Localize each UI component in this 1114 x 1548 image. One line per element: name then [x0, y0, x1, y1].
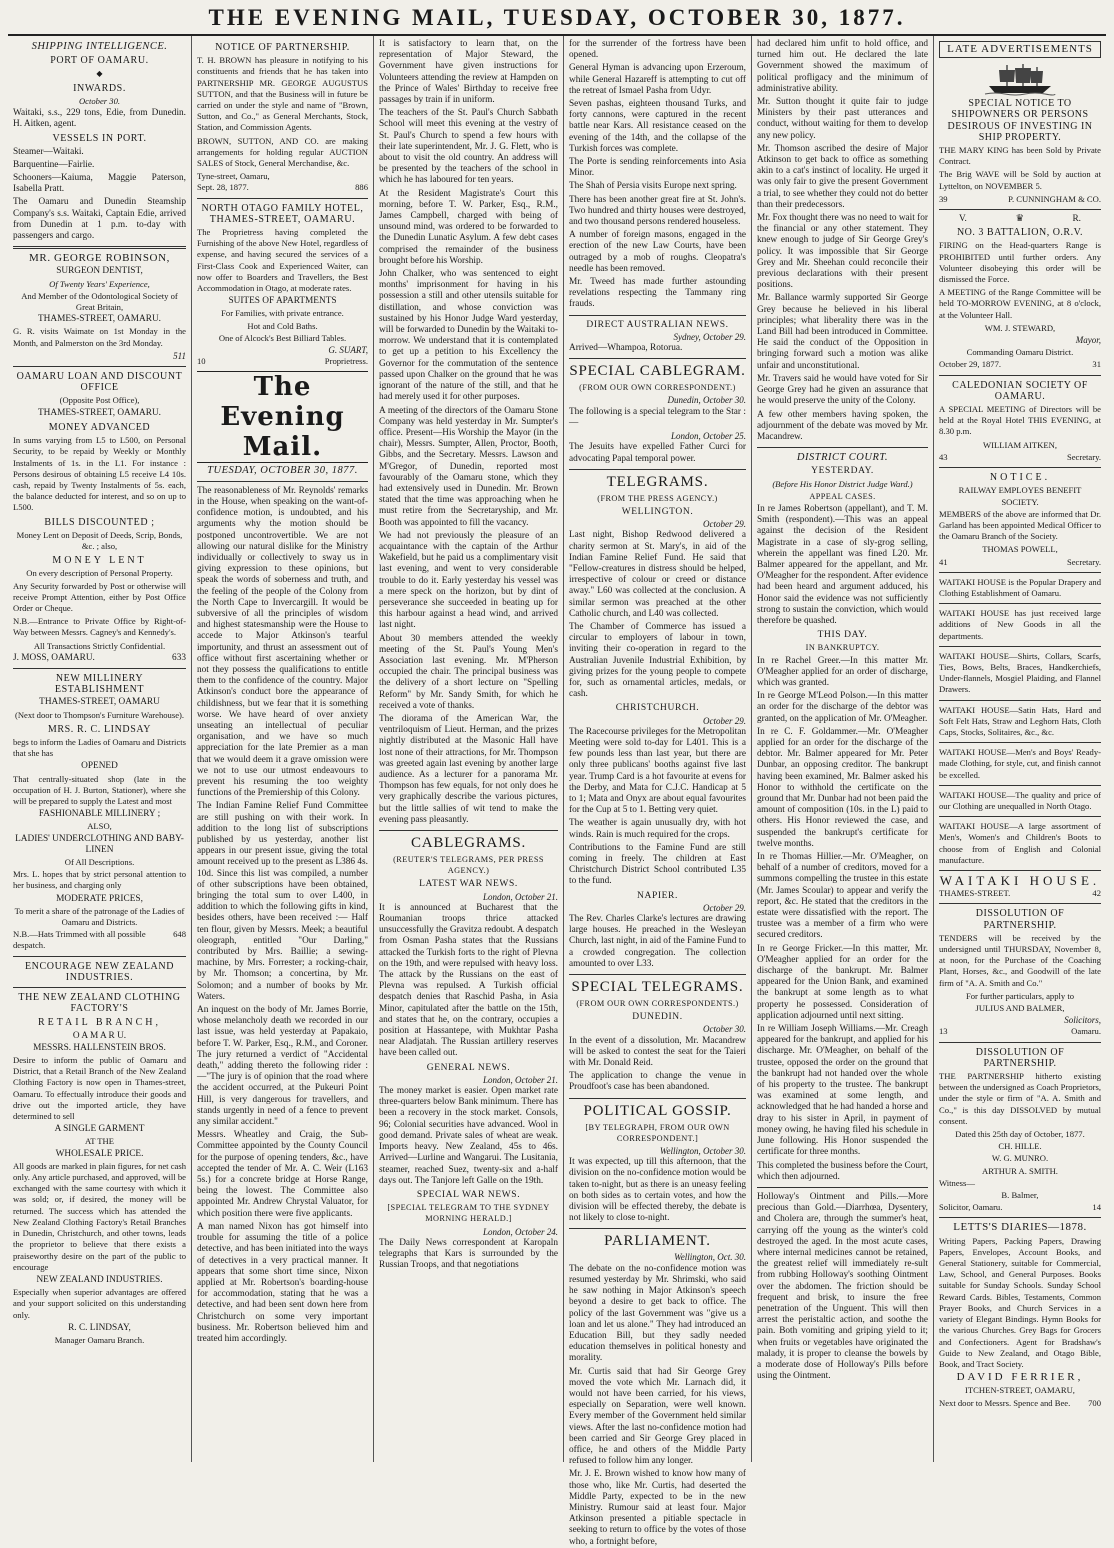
court-paragraph: In re Rachel Greer.—In this matter Mr. O'Meagher applied for an order of discharge, which was granted. [757, 655, 928, 688]
ad-heading: THE NEW ZEALAND CLOTHING FACTORY'S [18, 992, 181, 1015]
ad-line: Mayor, [1075, 335, 1101, 346]
ad-signature-name: THOMAS POWELL, [982, 544, 1058, 555]
divider [939, 572, 1101, 573]
news-paragraph: Last night, Bishop Redwood delivered a charity sermon at St. Mary's, in aid of the Indian Famine Relief Fund. He said that "Fellow-creatures in distress should be helped, irrespective of colour or creed or distance away." L60 was collected at the conclusion. A similar sermon was preached at the other Catholic church, and L40 was collected. [569, 530, 746, 619]
news-paragraph: The Jesuits have expelled Father Curci for advocating Papal temporal power. [569, 442, 746, 464]
ad-heading: NO. 3 BATTALION, O.R.V. [956, 227, 1084, 239]
ad-line: O A M A R U. [72, 1030, 127, 1041]
dateline: Wellington, Oct. 30. [674, 1252, 746, 1263]
issue-date: TUESDAY, OCTOBER 30, 1877. [207, 465, 358, 477]
ad-signature [939, 1398, 1101, 1409]
court-paragraph: In re Thomas Hillier.—Mr. O'Meagher, on behalf of a number of creditors, moved for a summons compelling the trustee in this estate (Mr. James Scoular) to appear and verify the report, &c. He stated that the creditors in the estate were dissatisfied with the report. The trustee was a member of a firm who were secured creditors. [757, 852, 928, 941]
news-paragraph: In the event of a dissolution, Mr. Macandrew will be asked to contest the seat for the Taieri with Mr. Donald Reid. [569, 1035, 746, 1069]
divider [569, 469, 746, 470]
ad-heading: MRS. R. C. LINDSAY [47, 723, 152, 735]
ad-signature [939, 194, 1101, 205]
ad-heading: MR. GEORGE ROBINSON, [29, 252, 170, 265]
ad-line: And Member of the Odontological Society of Great Britain, [21, 290, 178, 313]
ad-heading: MONEY ADVANCED [48, 421, 151, 433]
divider [939, 700, 1101, 701]
editorial-paragraph: The Indian Famine Relief Fund Committee are still pushing on with their work. In addition to the long list of subscriptions published by us yesterday, another list appears in our present issue, giving the total amount received up to the present as L386 4s. 10d. Since this list was compiled, a number of other subscriptions have been obtained, bringing the total sum to over L400, in addition to which the following gifts in kind, besides others, have been received :— Half ten flour, given by Messrs. Meek; a beautiful oleograph, entitled "Our Darling," contributed by Mrs. Baillie; a sewing-machine, by Mrs. Forrester; a rocking-chair, by Mr. Thomson; a concertina, by Mr. Solomon; and a number of books by Mr. Waters. [197, 801, 368, 1002]
ad-heading: NOTICE. [989, 472, 1051, 484]
sub-heading: DIRECT AUSTRALIAN NEWS. [586, 319, 729, 330]
ad-signature-name: DAVID FERRIER, [956, 1371, 1084, 1384]
ad-heading: DISSOLUTION OF PARTNERSHIP. [975, 908, 1065, 931]
divider [13, 366, 186, 367]
news-paragraph: A few other members having spoken, the adjournment of the debate was moved by Mr. Macandrew. [757, 409, 928, 442]
news-paragraph: The weather is again unusually dry, with hot winds. Rain is much required for the crops. [569, 818, 746, 840]
paragraph: FIRING on the Head-quarters Range is PROHIBITED until further orders. Any Volunteer disobeying this order will be dismissed the Force. [939, 240, 1101, 285]
ad-line: For further particulars, apply to [965, 990, 1075, 1001]
ad-signature-name: WILLIAM AITKEN, [983, 439, 1057, 450]
sub-heading: NAPIER. [637, 890, 678, 901]
ad-number: 886 [355, 182, 368, 193]
news-paragraph: General Hyman is advancing upon Erzeroum, while General Hazareff is attempting to cut off the retreat of Ismael Pasha from Udyr. [569, 63, 746, 96]
divider [197, 481, 368, 482]
ad-signature-name: W. G. MUNRO. [991, 1153, 1049, 1164]
news-paragraph: There has been another great fire at St. John's. Two hundred and thirty houses were destroyed, and two thousand persons rendered houseless. [569, 194, 746, 228]
divider [569, 1098, 746, 1099]
news-paragraph: for the surrender of the fortress have been opened. [569, 39, 746, 61]
ad-line: B. Balmer, [1001, 1190, 1039, 1201]
list-item: Steamer—Waitaki. [13, 146, 84, 157]
ad-signature [13, 929, 186, 951]
ad-heading: SPECIAL NOTICE TO SHIPOWNERS OR PERSONS DESIROUS OF INVESTING IN SHIP PROPERTY. [947, 98, 1093, 143]
court-paragraph: In re C. F. Goldammer.—Mr. O'Meagher applied for an order for the discharge of the debtor. Mr. Balmer appeared for Mr. Peter Dunbar, an opposing creditor. The bankrupt having been examined, Mr. Balmer asked his Honor to withhold the certificate on the ground that Mr. Dunbar had not been paid the amount of composition (10s. in the L) paid to others. His Honor reviewed the case, and suspended the bankrupt's certificate for twelve months. [757, 726, 928, 849]
list-item: Barquentine—Fairlie. [13, 159, 95, 170]
ad-number: 39 [939, 193, 948, 204]
news-paragraph: A number of foreign masons, engaged in the erection of the new Law Courts, have been outraged by a mob of roughs. Cleopatra's needle has been removed. [569, 230, 746, 274]
ad-number: 14 [1092, 1202, 1101, 1213]
ad-line: SURGEON DENTIST, [56, 266, 143, 277]
ad-line: Commanding Oamaru District. [966, 347, 1074, 358]
ad-paragraph: WAITAKI HOUSE has just received large additions of New Goods in all the departments. [939, 608, 1101, 641]
ad-heading: OAMARU LOAN AND DISCOUNT OFFICE [16, 371, 183, 394]
section-subheading: (REUTER'S TELEGRAMS, PER PRESS AGENCY.) [393, 855, 544, 876]
section-heading: SPECIAL TELEGRAMS. [571, 979, 744, 996]
paragraph: Mrs. L. hopes that by strict personal attention to her business, and charging only [13, 869, 186, 891]
ad-line: NEW ZEALAND INDUSTRIES. [36, 1274, 163, 1285]
crown-icon: ♛ [1015, 214, 1024, 225]
paragraph: begs to inform the Ladies of Oamaru and Districts that she has [13, 736, 186, 759]
paragraph: In sums varying from L5 to L500, on Personal Security, to be repaid by Weekly or Monthly Instalments of 1s. in the L1. For instance : Persons desirous of obtaining L5 receive L4 10s. cash, repaid by Twenty Instalments of 5s. each, the balance deducted for interest, and so on up to L500. [13, 435, 186, 513]
column-4 [564, 36, 752, 1547]
sub-heading: GENERAL NEWS. [426, 1062, 511, 1073]
ad-signature-name: WM. J. STEWARD, [984, 322, 1056, 333]
ad-heading: CALEDONIAN SOCIETY OF OAMARU. [952, 379, 1088, 402]
paragraph: The Proprietress having completed the Furnishing of the above New Hotel, regardless of expense, and having secured the services of a First-Class Cook and Experienced Waiter, can now offer to Boarders and Travellers, the Best Accommodation in Otago, at moderate rates. [197, 227, 368, 294]
ad-line: LADIES' UNDERCLOTHING AND BABY-LINEN [15, 833, 184, 855]
ad-signature-name: ARTHUR A. SMITH. [982, 1165, 1058, 1176]
ad-line: (Opposite Post Office), [59, 395, 140, 406]
divider [569, 315, 746, 316]
divider [757, 447, 928, 448]
section-subheading: IN BANKRUPTCY. [805, 643, 880, 653]
divider [569, 974, 746, 975]
ad-line: ALSO, [87, 821, 112, 832]
column-2 [192, 36, 374, 1462]
ad-paragraph: WAITAKI HOUSE—Satin Hats, Hard and Soft Felt Hats, Straw and Leghorn Hats, Cloth Caps, Stocks, Solitaires, &c., &c. [939, 704, 1101, 737]
news-paragraph: had declared him unfit to hold office, and turned him out. He declared the late Government showed the maximum of political profligacy and the minimum of administrative ability. [757, 39, 928, 94]
court-paragraph: In re William Joseph Williams.—Mr. Creagh appeared for the bankrupt, and applied for his discharge. Mr. O'Meagher, on behalf of the trustee, opposed the order on the ground that the bankrupt had not handed over the whole of his property to the trustee. The bankrupt was examined at some length, and acknowledged that he had handed a horse and dray to his sister in April, in payment of money owing, he having filed his schedule in June following. His Honor suspended the certificate for three months. [757, 1024, 928, 1158]
sub-heading: DUNEDIN. [632, 1012, 683, 1023]
ship-icon [985, 62, 1055, 96]
news-paragraph: The Porte is sending reinforcements into Asia Minor. [569, 157, 746, 179]
section-subheading: APPEAL CASES. [809, 491, 876, 501]
divider [939, 209, 1101, 210]
ad-line: AT THE [84, 1136, 115, 1147]
ad-signature [197, 356, 368, 367]
ad-line: On every description of Personal Property. [26, 568, 173, 579]
ad-line: For Families, with private entrance. [221, 308, 344, 319]
section-subheading: (FROM OUR OWN CORRESPONDENTS.) [576, 999, 739, 1009]
paragraph: THE PARTNERSHIP hitherto existing between the undersigned as Coach Proprietors, under the style or firm of "A. A. Smith and Co.," is this day DISSOLVED by mutual consent. [939, 1071, 1101, 1126]
paragraph: That centrally-situated shop (late in the occupation of H. J. Burton, Stationer), where she will be prepared to supply the Latest and most [13, 773, 186, 806]
ad-line: Witness— [939, 1177, 975, 1188]
section-subheading: [BY TELEGRAPH, FROM OUR OWN CORRESPONDENT.] [585, 1122, 730, 1143]
divider [13, 668, 186, 669]
page-masthead: THE EVENING MAIL, TUESDAY, OCTOBER 30, 1877. [8, 4, 1106, 36]
ornament: ◆ [96, 69, 103, 79]
paragraph: G. R. visits Waimate on 1st Monday in the Month, and Palmerston on the 3rd Monday. [13, 326, 186, 348]
columns [8, 36, 1106, 1547]
divider [939, 603, 1101, 604]
column-1 [8, 36, 192, 1462]
ad-heading: DISSOLUTION OF PARTNERSHIP. [975, 1046, 1065, 1069]
ad-signature-name: P. CUNNINGHAM & CO. [1008, 193, 1101, 204]
court-paragraph: In re George M'Leod Polson.—In this matter an order for the discharge of the debtor was granted, on the application of Mr. O'Meagher. [757, 691, 928, 724]
ad-paragraph: WAITAKI HOUSE—The quality and price of our Clothing are unequalled in North Otago. [939, 789, 1101, 811]
ad-line: All Transactions Strictly Confidential. [33, 640, 166, 651]
ad-heading: LETTS'S DIARIES—1878. [953, 1221, 1087, 1234]
news-paragraph: It is announced at Bucharest that the Roumanian troops thrice attacked unsuccessfully the Gravitza redoubt. A despatch from Osman Pasha states that the Russians attacked the Turkish forts to the right of Plevna on the 19th, and were repulsed with heavy loss. The attack by the Russians on the east of Plevna was repulsed. A Turkish official despatch denies that Raschid Pasha, in Asia Minor, capitulated after the battle on the 15th, and states that he, on the contrary, occupies a position at Hassantepe, with Mukhtar Pasha near Aladjatah. The Russian artillery reserves have been called out. [379, 902, 558, 1059]
divider [939, 1042, 1101, 1043]
ad-signature-name: JULIUS AND BALMER, [975, 1003, 1065, 1014]
royal-cipher [939, 214, 1101, 225]
section-subheading: (FROM OUR OWN CORRESPONDENT.) [579, 383, 736, 393]
ad-line: Hot and Cold Baths. [247, 320, 318, 331]
ad-heading: NORTH OTAGO FAMILY HOTEL, THAMES-STREET, OAMARU. [201, 202, 364, 225]
ad-heading: RETAIL BRANCH, [37, 1017, 162, 1029]
ad-line: R. C. LINDSAY, [68, 1322, 131, 1333]
ad-line: Next door to Messrs. Spence and Bee. [939, 1397, 1071, 1408]
sub-heading: SPECIAL WAR NEWS. [416, 1189, 521, 1200]
divider [939, 816, 1101, 817]
ad-signature [939, 1026, 1101, 1037]
ad-line: SUITES OF APARTMENTS [228, 296, 337, 307]
ad-line: FASHIONABLE MILLINERY ; [38, 809, 161, 820]
ad-signature-name: CH. HILLE. [998, 1141, 1042, 1152]
ad-signature [197, 182, 368, 193]
news-paragraph: John Chalker, who was sentenced to eight months' imprisonment for having in his possession a still and other utensils suitable for distillation, and whose conviction was sustained by his Honor Judge Ward yesterday, will be forwarded to Dunedin by the Waitaki to-morrow. We understand that it is contemplated to get up a petition to his Excellency the Governor for the commutation of the sentence passed upon Chalker on the ground that he was ignorant of the nature of the still, and that he had merely used it for other purposes. [379, 269, 558, 403]
ad-signature-name: G. SUART, [328, 345, 368, 356]
heading: VESSELS IN PORT. [52, 133, 147, 145]
divider [939, 467, 1101, 468]
news-paragraph: The following is a special telegram to the Star :— [569, 406, 746, 428]
dateline: London, October 21. [483, 891, 558, 902]
ad-line: N.B.—Hats Trimmed with all possible despatch. [13, 929, 146, 951]
ad-line: Secretary. [1066, 556, 1101, 567]
paragraph: THE MARY KING has been Sold by Private Contract. [939, 145, 1101, 167]
ad-heading: BILLS DISCOUNTED ; [44, 516, 155, 528]
ad-heading: ENCOURAGE NEW ZEALAND INDUSTRIES. [24, 960, 175, 983]
ad-line: Of Twenty Years' Experience, [49, 278, 150, 289]
section-subheading: (FROM THE PRESS AGENCY.) [597, 493, 718, 503]
editorial-paragraph: Messrs. Wheatley and Craig, the Sub-Committee appointed by the County Council for the purpose of opening tenders, &c., have accepted the tender of Mr. A. C. Weir (L163 5s.) for a concrete bridge at Horse Range, being the lowest. The Committee also appointed Mr. Andrew Chrystal Valuator, for which position there were five applicants. [197, 1130, 368, 1219]
divider [757, 1187, 928, 1188]
news-paragraph: Mr. Tweed has made further astounding revelations respecting the Tammany ring frauds. [569, 277, 746, 310]
divider [939, 903, 1101, 904]
paragraph: TENDERS will be received by the undersigned until THURSDAY, November 8, at noon, for the Purchase of the Coaching Plant, Horses, &c., and Goodwill of the late firm of "A. A. Smith and Co." [939, 932, 1101, 988]
ad-signature [13, 653, 186, 664]
news-paragraph: Contributions to the Famine Fund are still coming in freely. The children at East Christchurch District School contributed L35 to the fund. [569, 842, 746, 887]
ad-line: OPENED [81, 761, 118, 772]
paragraph: Especially when superior advantages are offered and your support solicited on this understanding only. [13, 1287, 186, 1320]
ad-line: Dated this 25th day of October, 1877. [955, 1129, 1085, 1140]
column-3 [374, 36, 564, 1462]
divider [13, 956, 186, 957]
news-paragraph: The Rev. Charles Clarke's lectures are drawing large houses. He preached in the Wesleyan Church, last night, in aid of the Famine Fund to a crowded congregation. The collection amounted to over L33. [569, 914, 746, 969]
section-heading: TELEGRAMS. [606, 473, 709, 490]
ad-line: Solicitor, Oamaru. [939, 1202, 1003, 1213]
editorial-paragraph: An inquest on the body of Mr. James Borrie, whose melancholy death we recorded in our last issue, was held yesterday at Papakaio, before T. W. Parker, Esq., R.M., and Coroner. The jury returned a verdict of "Accidental death," adding thereto the following rider :—"The jury is of opinion that the road where the accident occurred, at the Pukeuri Point Hill, is very dangerous for travellers, and stands urgently in need of a fence to prevent any similar accident." [197, 1005, 368, 1128]
divider [197, 198, 368, 199]
news-paragraph: It was expected, up till this afternoon, that the division on the no-confidence motion would be taken to-night, but as there is an uneasy feeling on both sides as to certain votes, and how the division will be effected thereby, the debate is not likely to close to-night. [569, 1157, 746, 1224]
divider [939, 1217, 1101, 1218]
news-paragraph: It is satisfactory to learn that, on the representation of Major Steward, the Government have given instructions for Volunteers attending the review at Hampden on the Prince of Wales' Birthday to receive free passages by train if in uniform. [379, 39, 558, 106]
news-paragraph: The Chamber of Commerce has issued a circular to employers of labour in town, inviting their co-operation in regard to the Australian Juvenile Industrial Exhibition, by giving prizes for the young people to compete for, such as ornamental articles, medals, or cash. [569, 621, 746, 700]
dateline: October 30. [78, 95, 121, 106]
ad-signature [939, 1202, 1101, 1213]
section-heading: DISTRICT COURT. [796, 452, 889, 464]
dateline: Dunedin, October 30. [667, 395, 746, 406]
paragraph: A MEETING of the Range Committee will be held TO-MORROW EVENING, at 8 o'clock, at the Volunteer Hall. [939, 287, 1101, 320]
ad-paragraph: WAITAKI HOUSE is the Popular Drapery and Clothing Establishment of Oamaru. [939, 576, 1101, 598]
news-paragraph: The Racecourse privileges for the Metropolitan Meeting were sold to-day for L401. This is a few pounds less than last year, but there are only three publicans' booths against five last year. Trump Card is a hot favourite at evens for the Derby, and Mata for C.J.C. Handicap at 5 to 1; Mata and Onyx are about equal favourites for the Cup at 5 to 1. Betting very quiet. [569, 726, 746, 816]
ad-line: Secretary. [1066, 451, 1101, 462]
ad-number: 633 [172, 652, 186, 663]
news-paragraph: At the Resident Magistrate's Court this morning, before T. W. Parker, Esq., R.M., James Campbell, charged with being of unsound mind, was ordered to be forwarded to the Dunedin Lunatic Asylum. A few debt cases comprised the remainder of the business brought before his Worship. [379, 188, 558, 266]
sub-heading: YESTERDAY. [811, 466, 874, 477]
dateline: London, October 25. [671, 431, 746, 442]
ad-signature-name: J. MOSS, OAMARU. [13, 652, 95, 663]
news-paragraph: Mr. Travers said he would have voted for Sir George Grey had he given an assurance that he would preserve the unity of the Colony. [757, 373, 928, 407]
news-paragraph: Mr. Curtis said that had Sir George Grey moved the vote which Mr. Larnach did, it would not have been carried, for his views, especially on Separation, were well known. Every member of the Government held similar views. After the last no-confidence motion had been carried and Sir George Grey placed in office, he and others of the Middle Party refused to follow him any longer. [569, 1366, 746, 1467]
sub-heading: THIS DAY. [817, 630, 868, 641]
column-6 [934, 36, 1106, 1462]
heading: INWARDS. [73, 82, 126, 94]
ad-signature [939, 452, 1101, 463]
paragraph: The Brig WAVE will be Sold by auction at Lyttelton, on NOVEMBER 5. [939, 169, 1101, 191]
ad-signature [939, 557, 1101, 568]
ad-line: A SINGLE GARMENT [54, 1124, 145, 1135]
paragraph: Writing Papers, Packing Papers, Drawing Papers, Envelopes, Account Books, and General Stationery, suitable for Commercial, Law, School, and General Purposes. Books suitable for Sunday Schools. Sunday School Reward Cards. Bibles, Testaments, Common Prayer Books, and Church Services in a variety of Elegant Bindings. Hymn Books for the various Churches. Grey Bags for Grocers and Confectioners. Agent for Bradshaw's Guide to New Zealand, and Otago Bible, Book, and Tract Society. [939, 1235, 1101, 1369]
ad-paragraph: WAITAKI HOUSE—A large assortment of Men's, Women's and Children's Boots to choose from of English and Colonial manufacture. [939, 821, 1101, 865]
ad-number: 42 [1092, 888, 1101, 899]
heading: PORT OF OAMARU. [50, 55, 149, 67]
sub-heading: WELLINGTON. [621, 506, 694, 517]
court-paragraph: In re James Robertson (appellant), and T. M. Smith (respondent).—This was an appeal against the decision of the Resident Magistrate in a case of sly-grog selling, wherein the appellant was fined L20. Mr. Balmer appeared for the appellant, and Mr. O'Meagher for the respondent. After evidence had been heard and argument adduced, his Honor said the evidence was not sufficiently strong to sustain the conviction, which would therefore be quashed. [757, 503, 928, 626]
paragraph: MEMBERS of the above are informed that Dr. Garland has been appointed Medical Officer to the Oamaru Branch of the Society. [939, 508, 1101, 542]
dateline: London, October 21. [483, 1074, 558, 1085]
divider [939, 870, 1101, 871]
late-ads-banner: LATE ADVERTISEMENTS [939, 41, 1101, 58]
news-paragraph: Mr. J. E. Brown wished to know how many of those who, like Mr. Curtis, had deserted the Middle Party, expected to be in the new Ministry. Rumour said at least four. Major Atkinson presented a pitiable spectacle in seeking to return to office by the votes of those who, a fortnight before, [569, 1469, 746, 1547]
editorial-paragraph: The reasonableness of Mr. Reynolds' remarks in the House, when speaking on the want-of-confidence motion, is undoubted, and his arguments why the motion should be postponed uncontrovertible. We are not allowing our natural dislike for the Ministry individually or collectively to sway us in giving expression to these opinions, but speak the words of soberness and truth, and the feeling of the people of the Colony from the North Cape to Invercargill. It would be subversive of all the principles of wisdom and highest statesmanship were the House to accede to Major Atkinson's tearful importunity, and thrust an assessment out of office without first ascertaining whether or not they possess the qualifications to entitle them to the confidence of the country. Major Atkinson's conduct bore the appearance of childishness, but we fear that it is something worse. We have heard of over anxiety unseating an intellectual of peculiar organisation, and we have so much appreciation for the late Premier as a man that we would deem it a grave omission were we not to use our utmost endeavours to prevent his resuming the too weighty functions of the Premiership of this Colony. [197, 485, 368, 799]
ad-heading: NEW MILLINERY ESTABLISHMENT [54, 672, 145, 696]
cipher-right: R. [1072, 214, 1081, 225]
news-paragraph: Mr. Ballance warmly supported Sir George Grey because he believed in his liberal principles; what liberality there was in the Land Bill had been introduced in Committee. He said the conduct of the Opposition in bringing forward such a motion was alike unfair and unconstitutional. [757, 293, 928, 371]
sub-heading: LATEST WAR NEWS. [419, 879, 518, 890]
ad-paragraph: WAITAKI HOUSE—Men's and Boys' Ready-made Clothing, for style, cut, and finish cannot be excelled. [939, 747, 1101, 780]
divider [13, 987, 186, 988]
section-subheading: [SPECIAL TELEGRAM TO THE SYDNEY MORNING HERALD.] [387, 1203, 550, 1224]
ad-line: ITCHEN-STREET, OAMARU, [965, 1385, 1075, 1396]
court-paragraph: This completed the business before the Court, which then adjourned. [757, 1160, 928, 1182]
section-title: SHIPPING INTELLIGENCE. [31, 41, 168, 52]
sub-heading: CHRISTCHURCH. [615, 703, 700, 714]
ad-heading: WAITAKI HOUSE. [939, 872, 1101, 888]
ad-line: Manager Oamaru Branch. [54, 1334, 145, 1345]
ad-line: WHOLESALE PRICE. [55, 1148, 144, 1159]
news-paragraph: Mr. Fox thought there was no need to wait for the financial or any other statement. They knew enough to judge of Sir George Grey's policy. It was impossible that Sir George Grey and Mr. Sheehan could reconcile their previous declarations with their present positions. [757, 213, 928, 291]
news-paragraph: The application to change the venue in Proudfoot's case has been abandoned. [569, 1071, 746, 1093]
paragraph: Desire to inform the public of Oamaru and District, that a Retail Branch of the New Zealand Clothing Factory is now open in Thames-street, Oamaru. To effectually introduce their goods and drive out the imported article, they have determined to sell [13, 1055, 186, 1122]
paragraph: All goods are marked in plain figures, for net cash only. Any article purchased, and approved, will be exchanged with the same courtesy with which it was sold; or, if desired, the money will be returned. The success which has attended the New Zealand Clothing Factory's Retail Branches in Dunedin, Christchurch, and other towns, leads the proprietor to believe that there exists a praiseworthy desire on the part of the public to encourage [13, 1160, 186, 1272]
news-paragraph: The diorama of the American War, the ventriloquism of Lieut. Herman, and the prizes nightly distributed at the Masonic Hall have lost none of their attractions, for Mr. Thompson was greeted again last evening by another large audience. As a lecturer for a panorama Mr. Thompson has few equals, for not only does he very graphically describe the various pictures, but the little sallies of wit tend to make the evening pass pleasantly. [379, 713, 558, 825]
news-paragraph: The money market is easier. Open market rate three-quarters below Bank minimum. There has been a recovery in the stock market. Consols, 96; Colonial securities have advanced. Wool in good demand. Private sales of wheat are weak. Imports heavy. New Zealand, 45s to 46s. Arrived—Lurline and Wangarui. The Lusitania, steamer, reached Suez, twenty-six and a-half days out. The Tanjore left Galle on the 19th. [379, 1086, 558, 1186]
ad-signature [939, 359, 1101, 370]
ad-line: (Next door to Thompson's Furniture Warehouse). [14, 709, 185, 720]
list-item: Schooners—Kaiuma, Maggie Paterson, Isabella Pratt. [13, 173, 186, 195]
paragraph: T. H. BROWN has pleasure in notifying to his constituents and friends that he has taken into PARTNERSHIP MR. GEORGE AUGUSTUS SUTTON, and that the Business will in future be carried on under the style and name of "Brown, Sutton, and Co.," as General Merchants, Stock, Station, and Commission Agents. [197, 55, 368, 133]
news-paragraph: A meeting of the directors of the Oamaru Stone Company was held yesterday in Mr. Sumpter's office. Present—His Worship the Mayor (in the chair), Messrs. Sumpter, Allen, Proctor, Booth, Gibbs, and the Secretary. Messrs. Lawson and M'Gregor, of Dunedin, reported most favourably of the Oamaru stone, which they had extensively used in Dunedin. Mr. Brown stated that the time was approaching when he must retire from the Secretaryship, and Mr. Booth was appointed to fill the vacancy. [379, 405, 558, 528]
ad-line: Proprietress. [324, 356, 368, 367]
divider [939, 375, 1101, 376]
ad-number: 648 [173, 929, 186, 940]
divider [939, 742, 1101, 743]
advertorial-paragraph: Holloway's Ointment and Pills.—More precious than Gold.—Diarrhœa, Dysentery, and Cholera are, through the summer's heat, carrying off the young as the winter's cold destroyed the aged. In the most acute cases, where internal medicines cannot be retained, the greatest relief will immediately re-sult from rubbing Holloway's soothing Ointment over the abdomen. The friction should be frequent and brisk, to insure the free penetration of the Unguent. This will then arrest the peristaltic action, and soothe the pain. Both vomiting and griping yield to it; when fruits or vegetables have originated the malady, it is proper to cleanse the bowels by a moderate dose of Holloway's Pills before using the Ointment. [757, 1191, 928, 1382]
section-heading: CABLEGRAMS. [410, 835, 527, 852]
section-heading: POLITICAL GOSSIP. [583, 1102, 732, 1119]
section-heading: PARLIAMENT. [604, 1233, 711, 1250]
editorial-paragraph: A man named Nixon has got himself into trouble for assuming the title of a police detective, and has been initiated into the ways of detectives in a very practical manner. It appears that some short time since, Nixon applied at Mr. Robertson's boarding-house for accommodation, stating that he was a detective, and had been sent down here from Christchurch on some very important business. Mr. Robertson believed him and treated him accordingly. [197, 1221, 368, 1344]
divider [379, 830, 558, 831]
ad-heading: MONEY LENT [52, 555, 147, 567]
ad-number: 700 [1088, 1397, 1101, 1408]
section-heading: SPECIAL CABLEGRAM. [569, 363, 746, 380]
section-subheading: (Before His Honor District Judge Ward.) [772, 478, 913, 489]
ad-number: 43 [939, 451, 948, 462]
ad-line: MESSRS. HALLENSTEIN BROS. [33, 1042, 166, 1053]
news-paragraph: The Daily News correspondent at Karopaln telegraphs that Kars is surrounded by the Russian Troops, and that negotiations [379, 1237, 558, 1271]
paragraph: A SPECIAL MEETING of Directors will be held at the Royal Hotel THIS EVENING, at 8.30 p.m. [939, 404, 1101, 437]
divider [939, 646, 1101, 647]
ad-line: THAMES-STREET, OAMARU. [37, 407, 161, 418]
paragraph: BROWN, SUTTON, AND CO. are making arrangements for holding regular AUCTION SALES of Stock, General Merchandise, &c. [197, 135, 368, 169]
column-5 [752, 36, 934, 1462]
paragraph: N.B.—Entrance to Private Office by Right-of-Way between Messrs. Cagney's and Kennedy's. [13, 616, 186, 638]
ad-line: Oamaru. [1071, 1026, 1101, 1037]
divider [569, 1228, 746, 1229]
news-paragraph: Seven pashas, eighteen thousand Turks, and forty cannons, were captured in the recent battle near Kars. All resistance ceased on the evening of the 14th, and the collapse of the Turkish forces was complete. [569, 99, 746, 154]
ad-line: MODERATE PRICES, [56, 893, 143, 904]
ad-paragraph: WAITAKI HOUSE—Shirts, Collars, Scarfs, Ties, Bows, Belts, Braces, Handkerchiefs, Under-flannels, Mosgiel Plaiding, and Flannel Drawers. [939, 650, 1101, 695]
dateline: Sydney, October 29. [673, 331, 746, 342]
paper-nameplate: The Evening Mail. [197, 371, 368, 463]
divider [939, 785, 1101, 786]
divider [569, 358, 746, 359]
news-paragraph: About 30 members attended the weekly meeting of the St. Paul's Young Men's Association last evening. Mr. M'Pherson occupied the chair. The principal business was the delivery of a short lecture on "Spelling Reform" by Mr. Sandy Smith, for which he received a vote of thanks. [379, 633, 558, 711]
ad-number: 41 [939, 556, 948, 567]
ad-number: 511 [173, 350, 186, 361]
news-paragraph: The Shah of Persia visits Europe next spring. [569, 181, 737, 192]
ad-heading: NOTICE OF PARTNERSHIP. [215, 42, 350, 53]
news-paragraph: Arrived—Whampoa, Rotorua. [569, 343, 683, 354]
ad-line: RAILWAY EMPLOYES BENEFIT SOCIETY. [958, 485, 1082, 507]
news-paragraph: The teachers of the St. Paul's Church Sabbath School will meet this evening at the vestry of St. Paul's Church to spend a few hours with their late superintendent, Mr. J. G. Flett, who is about to visit the old country. An address will be presented by the teachers of the school in which he has laboured for ten years. [379, 108, 558, 186]
news-paragraph: We had not previously the pleasure of an acquaintance with the captain of the Arthur Wakefield, but he paid us a complimentary visit last evening, and went to very considerable trouble to do it. Early yesterday his vessel was a mere speck on the horizon, but by dint of perseverance she succeeded in beating up for this harbour against a head wind, and arrived last night. [379, 530, 558, 631]
ad-number: 10 [197, 356, 206, 367]
dateline: October 30. [703, 1024, 746, 1035]
dateline: London, October 24. [483, 1226, 558, 1237]
dateline: Wellington, October 30. [659, 1146, 746, 1157]
divider [13, 246, 186, 249]
paragraph: The Oamaru and Dunedin Steamship Company's s.s. Waitaki, Captain Edie, arrived from Dunedin at 1 p.m. to-day with passengers and cargo. [13, 197, 186, 242]
ad-line: THAMES-STREET, OAMARU [39, 697, 160, 708]
news-paragraph: Mr. Thomson ascribed the desire of Major Atkinson to get back to office as something akin to a cat's instinct of locality. He urged it was only fair to give the present Government a trial, to see whether they could not do better than their predecessors. [757, 143, 928, 210]
cipher-left: V. [959, 214, 967, 225]
ad-line: THAMES-STREET, OAMARU. [37, 314, 161, 325]
news-paragraph: The debate on the no-confidence motion was resumed yesterday by Mr. Shrimski, who said he saw nothing in Major Atkinson's speech beyond a desire to get back to office. The policy of the last Government was "give us a loan and let us alone." They had introduced an Education Bill, but they sadly needed education themselves in political honesty and morality. [569, 1263, 746, 1364]
ad-line: To merit a share of the patronage of the Ladies of Oamaru and Districts. [14, 905, 185, 928]
ad-number: 13 [939, 1026, 948, 1037]
ad-line: Sept. 28, 1877. [197, 182, 249, 193]
ad-line: Money Lent on Deposit of Deeds, Scrip, Bonds, &c. ; also, [16, 529, 183, 551]
ad-number: 31 [1092, 359, 1101, 370]
dateline: October 29. [703, 519, 746, 530]
ad-line: Solicitors, [1064, 1015, 1101, 1026]
ad-signature [939, 888, 1101, 899]
paragraph: Waitaki, s.s., 229 tons, Edie, from Dunedin. H. Aitken, agent. [13, 108, 186, 130]
dateline: October 29. [703, 715, 746, 726]
ad-line: THAMES-STREET. [939, 888, 1011, 899]
news-paragraph: Mr. Sutton thought it quite fair to judge Ministers by their past utterances and conduct, without waiting for them to develop any new policy. [757, 97, 928, 141]
paragraph: Any Security forwarded by Post or otherwise will receive Prompt Attention, either by Post Office Order or Cheque. [13, 580, 186, 613]
court-paragraph: In re George Fricker.—In this matter, Mr. O'Meagher applied for an order for the discharge of the bankrupt. Mr. Balmer appeared for the Union Bank, and examined the bankrupt at some length as to what property he possessed. Consideration of application adjourned until next sitting. [757, 943, 928, 1021]
dateline: October 29. [703, 902, 746, 913]
ad-line: Tyne-street, Oamaru, [197, 171, 270, 182]
ad-line: October 29, 1877. [939, 359, 1002, 370]
ad-line: One of Alcock's Best Billiard Tables. [218, 332, 347, 343]
ad-line: Of All Descriptions. [64, 857, 135, 867]
